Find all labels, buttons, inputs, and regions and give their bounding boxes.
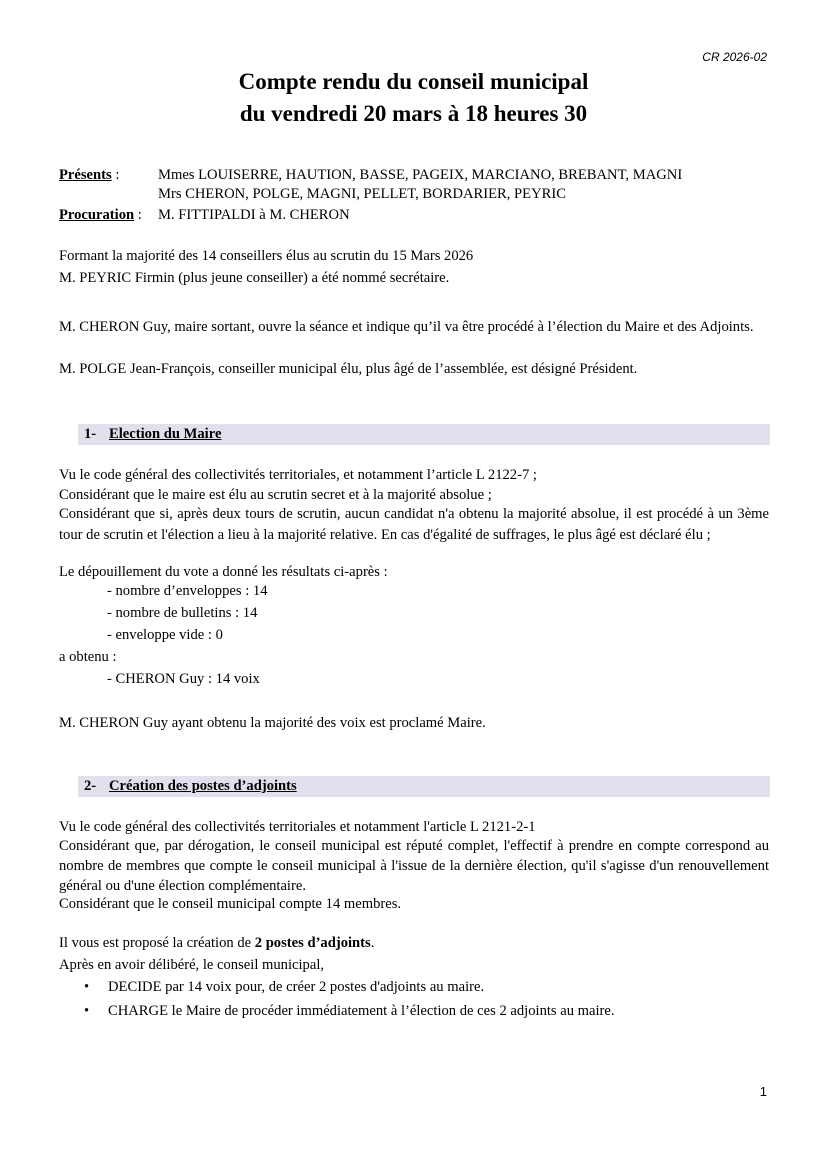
s2-proposal	[59, 934, 374, 953]
document-reference: CR 2026-02	[702, 50, 767, 64]
s1-secret-ballot: Considérant que le maire est élu au scrutin secret et à la majorité absolue ;	[59, 487, 492, 503]
procuration-value: M. FITTIPALDI à M. CHERON	[158, 207, 350, 223]
section-2-heading	[78, 776, 770, 797]
section-1-title: Election du Maire	[109, 426, 222, 442]
s2-proposal-suffix: .	[370, 935, 375, 951]
s1-third-round: Considérant que si, après deux tours de scrutin, aucun candidat n'a obtenu la majorité absolue, il est procédé à un 3ème tour de scrutin et l'élection a lieu à la majorité relative. En cas d'égalité de suffrages, le plus âgé est déclaré élu ;	[59, 506, 769, 543]
s2-legal-basis: Vu le code général des collectivités territoriales et notamment l'article L 2121-2-1	[59, 819, 536, 835]
section-1-heading	[78, 424, 770, 445]
s2-bullet-charge-text: CHARGE le Maire de procéder immédiatement à l’élection de ces 2 adjoints au maire.	[108, 1003, 615, 1019]
s2-bullet-decide	[84, 978, 484, 997]
presents-colon: :	[111, 167, 120, 183]
s2-bullet-decide-text: DECIDE par 14 voix pour, de créer 2 postes d'adjoints au maire.	[108, 979, 485, 995]
intro-opening: M. CHERON Guy, maire sortant, ouvre la séance et indique qu’il va être procédé à l’élection du Maire et des Adjoints.	[59, 319, 754, 335]
s2-bullet-charge	[84, 1002, 615, 1021]
s2-members: Considérant que le conseil municipal compte 14 membres.	[59, 896, 402, 912]
s2-deliberation: Après en avoir délibéré, le conseil municipal,	[59, 957, 325, 973]
section-2-title: Création des postes d’adjoints	[109, 778, 297, 794]
title-line-2: du vendredi 20 mars à 18 heures 30	[239, 101, 588, 126]
s2-proposal-prefix: Il vous est proposé la création de	[59, 935, 255, 951]
s1-result-ballots: - nombre de bulletins : 14	[107, 605, 258, 621]
s1-result-empty: - enveloppe vide : 0	[107, 627, 223, 643]
s2-proposal-bold: 2 postes d’adjoints	[254, 935, 371, 951]
bullet-icon: •	[84, 979, 90, 995]
intro-secretary: M. PEYRIC Firmin (plus jeune conseiller) a été nommé secrétaire.	[59, 270, 450, 286]
s1-legal-basis: Vu le code général des collectivités territoriales, et notamment l’article L 2122-7 ;	[59, 467, 537, 483]
s1-results-intro: Le dépouillement du vote a donné les résultats ci-après :	[59, 564, 388, 580]
procuration-label: Procuration	[59, 207, 135, 223]
section-1-number: 1-	[84, 426, 97, 442]
intro-majority: Formant la majorité des 14 conseillers élus au scrutin du 15 Mars 2026	[59, 248, 474, 264]
intro-president: M. POLGE Jean-François, conseiller municipal élu, plus âgé de l’assemblée, est désigné Président.	[59, 361, 638, 377]
procuration-colon: :	[134, 207, 142, 223]
presents-label: Présents	[59, 167, 112, 183]
s1-obtained: a obtenu :	[59, 649, 117, 665]
title-line-1: Compte rendu du conseil municipal	[238, 69, 589, 94]
bullet-icon: •	[84, 1003, 90, 1019]
presents-label-row	[59, 166, 119, 185]
s2-derogation: Considérant que, par dérogation, le conseil municipal est réputé complet, l'effectif à prendre en compte correspond au nombre de membres que compte le conseil municipal à l'issue de la dernière élection, qu'il s'agisse d'un renouvellement général ou d'une élection complémentaire.	[59, 838, 769, 894]
procuration-label-row	[59, 206, 142, 225]
section-2-number: 2-	[84, 778, 97, 794]
presents-women: Mmes LOUISERRE, HAUTION, BASSE, PAGEIX, MARCIANO, BREBANT, MAGNI	[158, 167, 683, 183]
page-title	[0, 66, 827, 130]
s1-candidate: - CHERON Guy : 14 voix	[107, 671, 260, 687]
s1-result-envelopes: - nombre d’enveloppes : 14	[107, 583, 268, 599]
s1-conclusion: M. CHERON Guy ayant obtenu la majorité des voix est proclamé Maire.	[59, 715, 486, 731]
presents-men: Mrs CHERON, POLGE, MAGNI, PELLET, BORDARIER, PEYRIC	[158, 186, 566, 202]
page-number: 1	[759, 1084, 767, 1099]
